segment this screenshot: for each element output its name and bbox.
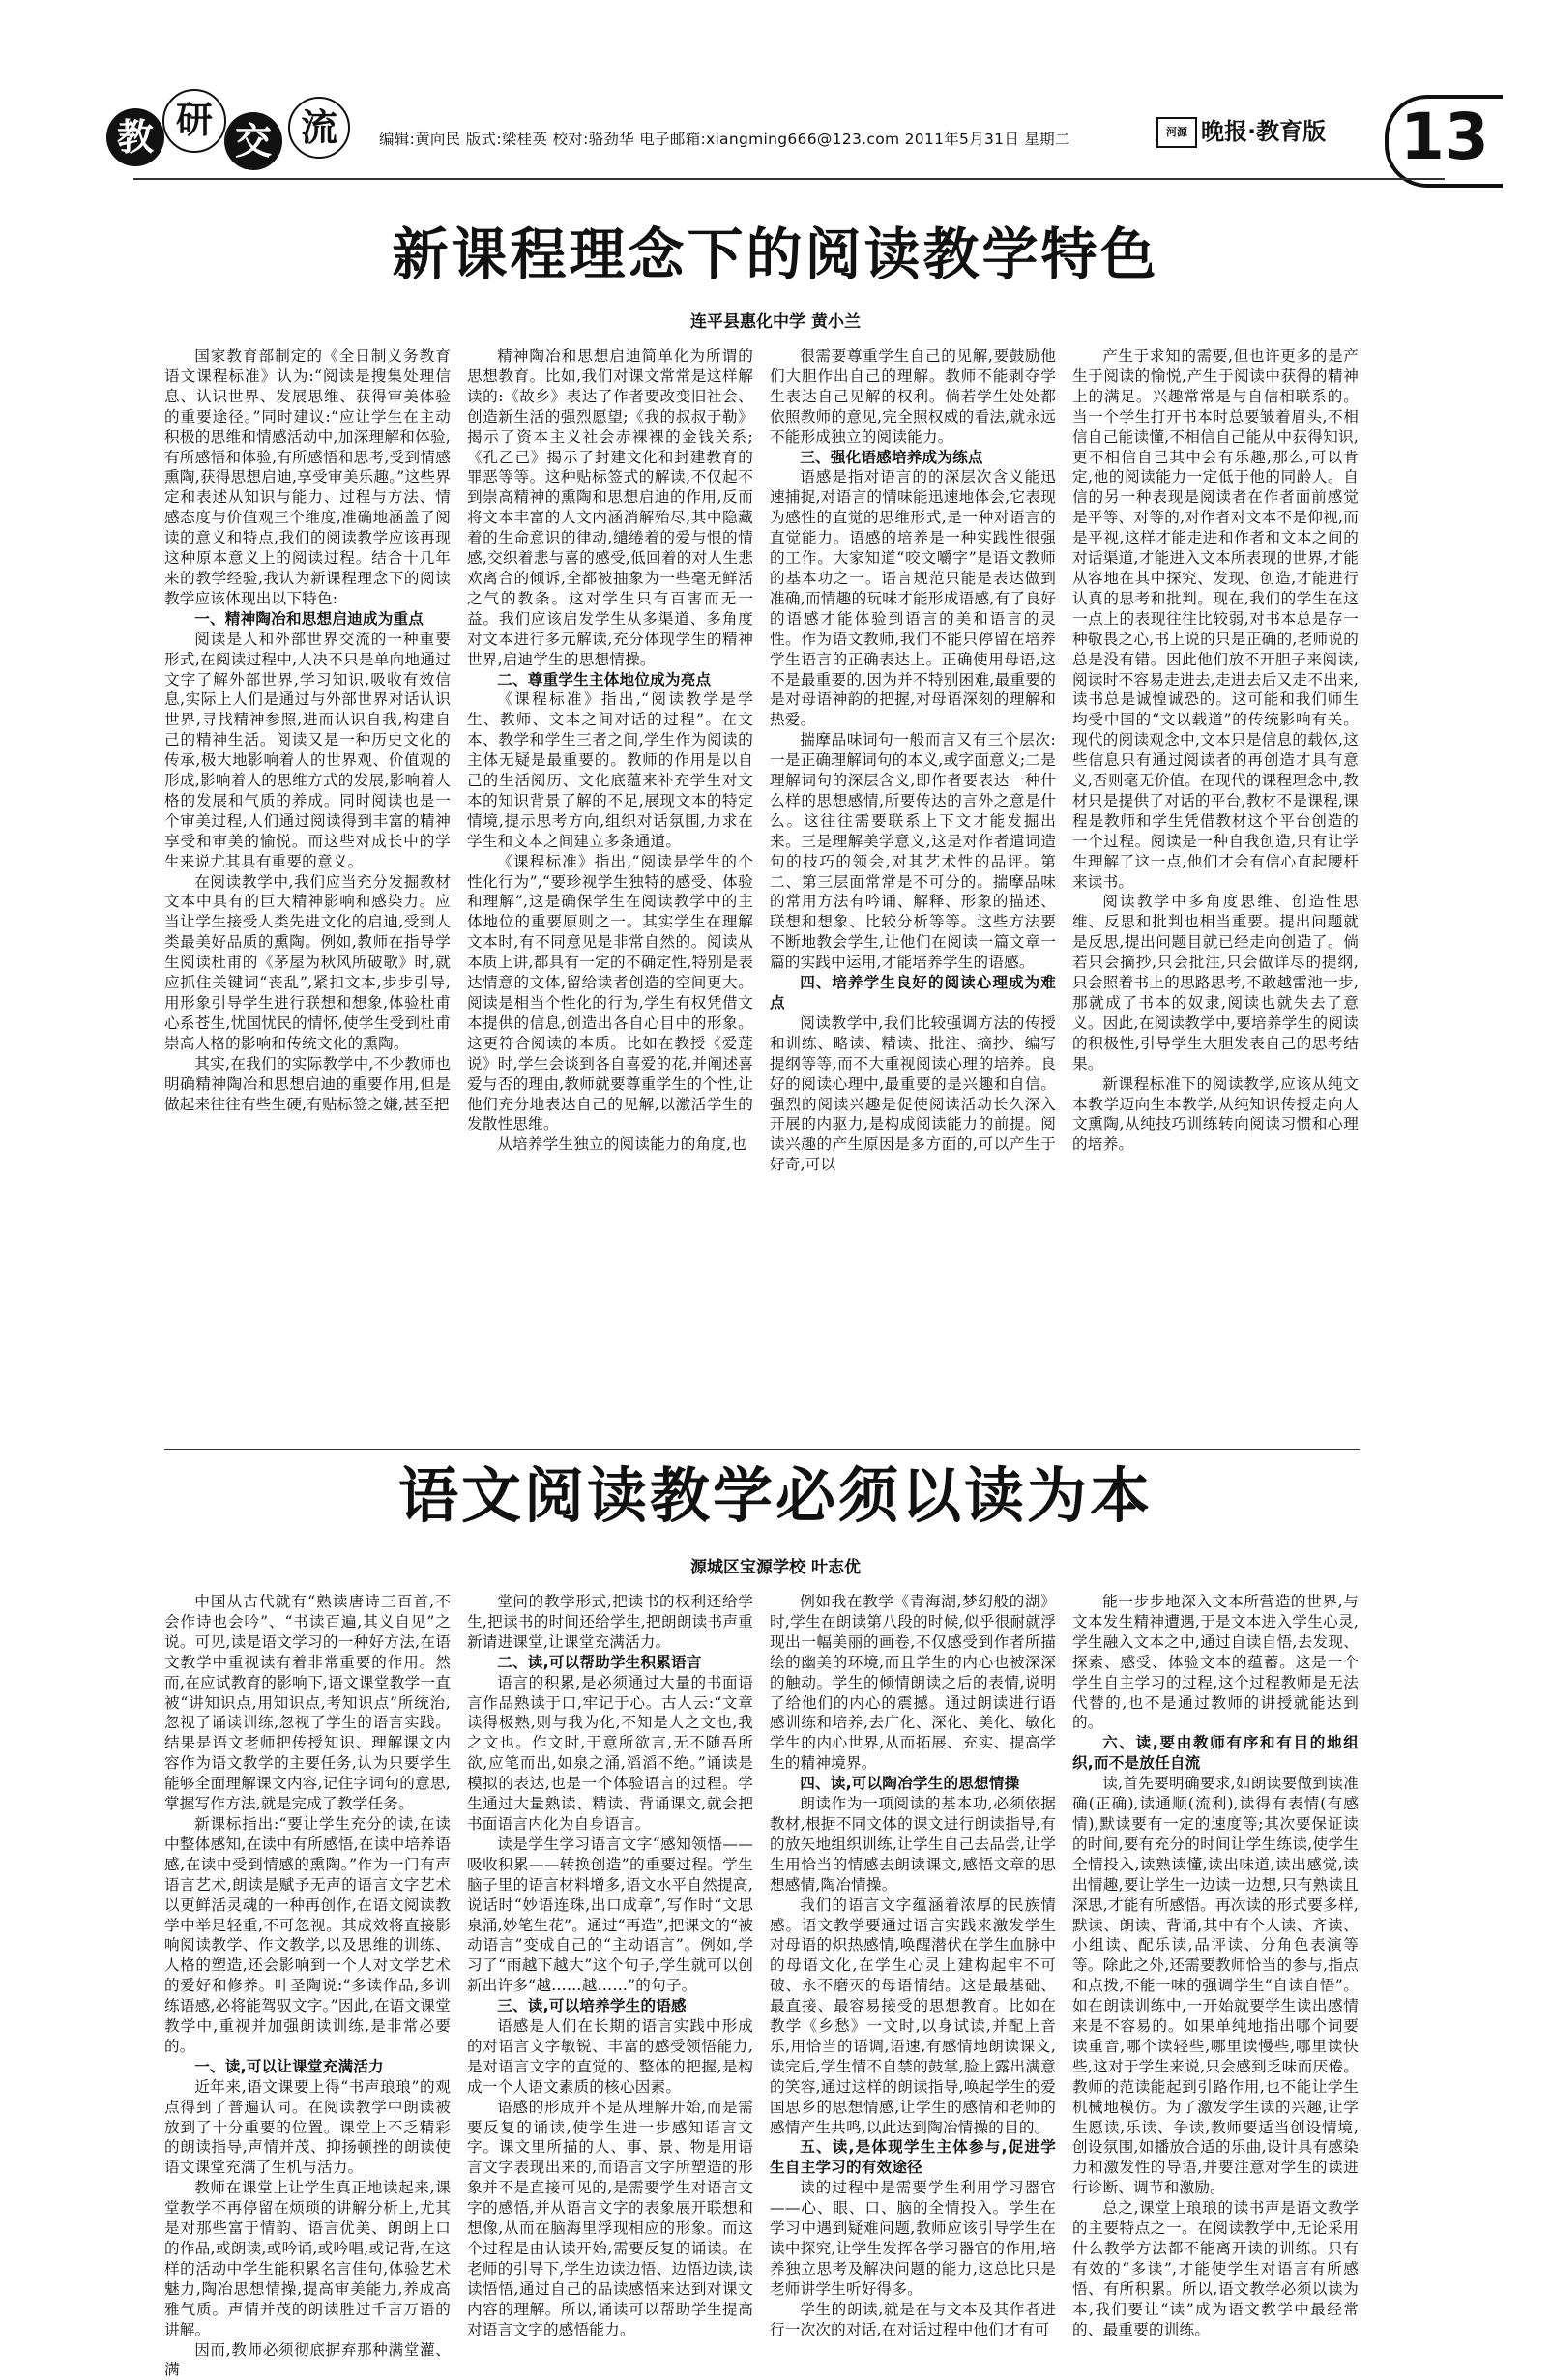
paragraph: 语感的形成并不是从理解开始,而是需要反复的诵读,使学生进一步感知语言文字。课文里所描的人、事、景、物是用语言文字表现出来的,而语言文字所塑造的形象并不是直接可见的,是需要学生对语言文字的感悟,并从语言文字的表象展开联想和想像,从而在脑海里浮现相应的形象。而这个过程是由认读开始,需要反复的诵读。在老师的引导下,学生边读边悟、边悟边读,读读悟悟,通过自己的品读感悟来达到对课文内容的理解。所以,诵读可以帮助学生提高对语言文字的感悟能力。	[467, 2098, 753, 2338]
article2-title: 语文阅读教学必须以读为本	[397, 1460, 1153, 1531]
article-separator	[164, 1449, 1360, 1450]
masthead-char-4: 流	[288, 97, 350, 159]
section-heading: 二、读,可以帮助学生积累语言	[497, 1653, 702, 1671]
paragraph: 中国从古代就有“熟读唐诗三百首,不会作诗也会吟”、“书读百遍,其义自见”之说。可见,读是语文学习的一种好方法,在语文教学中重视读有着非常重要的作用。然而,在应试教育的影响下,语文课堂教学一直被“讲知识点,用知识点,考知识点”所统治,忽视了诵读训练,忽视了学生的语言实践。结果是语文老师把传授知识、理解课文内容作为语文教学的主要任务,认为只要学生能够全面理解课文内容,记住字词句的意思,掌握写作方法,就是完成了教学任务。	[164, 1593, 451, 1813]
paragraph: 《课程标准》指出,“阅读教学是学生、教师、文本之间对话的过程”。在文本、教学和学生三者之间,学生作为阅读的主体无疑是最重要的。教师的作用是以自己的生活阅历、文化底蕴来补充学生对文本的知识背景了解的不足,展现文本的特定情境,提示思考方向,组织对话氛围,力求在学生和文本之间建立多条通道。	[467, 690, 753, 850]
article1-column-4	[1072, 346, 1359, 1439]
brand-mark-icon: 河源	[1156, 117, 1197, 148]
article2-column-1	[164, 1592, 451, 2379]
masthead-char-1: 教	[106, 108, 164, 166]
paragraph: 从培养学生独立的阅读能力的角度,也	[497, 1135, 747, 1154]
masthead-char-3: 交	[224, 112, 282, 170]
section-heading: 四、培养学生良好的阅读心理成为难点	[770, 974, 1056, 1012]
article1-column-1	[164, 346, 451, 1439]
paragraph: 语感是指对语言的的深层次含义能迅速捕捉,对语言的情味能迅速地体会,它表现为感性的直觉的思维形式,是一种对语言的直觉能力。语感的培养是一种实践性很强的工作。大家知道“咬文嚼字”是语文教师的基本功之一。语言规范只能是表达做到准确,而情趣的玩味才能形成语感,有了良好的语感才能体验到语言的美和语言的灵性。作为语文教师,我们不能只停留在培养学生语言的正确表达上。正确使用母语,这不是最重要的,因为并不特别困难,最重要的是对母语神韵的把握,对母语深刻的理解和热爱。	[770, 468, 1056, 729]
masthead-char-2: 研	[162, 89, 226, 153]
article1-title: 新课程理念下的阅读教学特色	[392, 221, 1159, 287]
article1-column-3	[770, 346, 1056, 1439]
section-heading: 一、读,可以让课堂充满活力	[194, 2057, 384, 2075]
paragraph: 读,首先要明确要求,如朗读要做到读准确(正确),读通顺(流利),读得有表情(有感情),默读要有一定的速度等;其次要保证读的时间,要有充分的时间让学生练读,使学生全情投入,读熟读懂,读出味道,读出感觉,读出情趣,要让学生一边读一边想,只有熟读且深思,才能有所感悟。再次读的形式要多样,默读、朗读、背诵,其中有个人读、齐读、小组读、配乐读,品评读、分角色表演等等。除此之外,还需要教师恰当的参与,指点和点拨,不能一味的强调学生“自读自悟”。如在朗读训练中,一开始就要学生读出感情来是不容易的。如果单纯地指出哪个词要读重音,哪个读轻些,哪里读慢些,哪里读快些,这对于学生来说,只会感到乏味而厌倦。教师的范读能起到引路作用,也不能让学生机械地模仿。为了激发学生读的兴趣,让学生愿读,乐读、争读,教师要适当创设情境,创设氛围,如播放合适的乐曲,设计具有感染力和激发性的导语,并要注意对学生的读进行诊断、调节和激励。	[1072, 1775, 1359, 2197]
article1-column-2	[467, 346, 753, 1439]
edition-meta: 编辑:黄向民 版式:梁桂英 校对:骆劲华 电子邮箱:xiangming666@123.com 2011年5月31日 星期二	[379, 131, 1070, 148]
section-heading: 二、尊重学生主体地位成为亮点	[497, 670, 712, 689]
paragraph: 语感是人们在长期的语言实践中形成的对语言文字敏锐、丰富的感受领悟能力,是对语言文字的直觉的、整体的把握,是构成一个人语文素质的核心因素。	[467, 2017, 753, 2096]
brand-name: 晚报·教育版	[1201, 118, 1327, 145]
section-heading: 三、强化语感培养成为练点	[800, 448, 983, 466]
section-heading: 五、读,是体现学生主体参与,促进学生自主学习的有效途径	[770, 2138, 1056, 2177]
paragraph: 近年来,语文课要上得“书声琅琅”的观点得到了普遍认同。在阅读教学中朗读被放到了十分重要的位置。课堂上不乏精彩的朗读指导,声情并茂、抑扬顿挫的朗读使语文课堂充满了生机与活力。	[164, 2077, 451, 2177]
paragraph: 堂问的教学形式,把读书的权利还给学生,把读书的时间还给学生,把朗朗读书声重新请进课堂,让课堂充满活力。	[467, 1593, 753, 1651]
paragraph: 在阅读教学中,我们应当充分发掘教材文本中具有的巨大精神影响和感染力。应当让学生接受人类先进文化的启迪,受到人类最美好品质的熏陶。例如,教师在指导学生阅读杜甫的《茅屋为秋风所破歌》时,就应抓住关键词“丧乱”,紧扣文本,步步引导,用形象引导学生进行联想和想象,体验杜甫心系苍生,忧国忧民的情怀,使学生受到杜甫崇高人格的影响和传统文化的熏陶。	[164, 872, 451, 1052]
paragraph: 读的过程中是需要学生利用学习器官——心、眼、口、脑的全情投入。学生在学习中遇到疑难问题,教师应该引导学生在读中探究,让学生发挥各学习器官的作用,培养独立思考及解决问题的能力,这总比只是老师讲学生听好得多。	[770, 2179, 1056, 2298]
paragraph: 能一步步地深入文本所营造的世界,与文本发生精神遭遇,于是文本进入学生心灵,学生融入文本之中,通过自读自悟,去发现、探索、感受、体验文本的蕴蓄。这是一个学生自主学习的过程,这个过程教师是无法代替的,也不是通过教师的讲授就能达到的。	[1072, 1593, 1359, 1732]
section-heading: 四、读,可以陶冶学生的思想情操	[800, 1775, 1020, 1793]
paragraph: 产生于求知的需要,但也许更多的是产生于阅读的愉悦,产生于阅读中获得的精神上的满足。兴趣常常是与自信相联系的。当一个学生打开书本时总要皱着眉头,不相信自己能读懂,不相信自己能从中获得知识,更不相信自己其中会有乐趣,那么,可以肯定,他的阅读能力一定低于他的同龄人。自信的另一种表现是阅读者在作者面前感觉是平等、对等的,对作者对文本不是仰视,而是平视,这样才能走进和作者和文本之间的对话渠道,才能进入文本所表现的世界,才能从容地在其中探究、发现、创造,才能进行认真的思考和批判。现在,我们的学生在这一点上的表现往往比较弱,对书本总是存一种敬畏之心,书上说的只是正确的,老师说的总是没有错。因此他们放不开胆子来阅读,阅读时不容易走进去,走进去后又走不出来,读书总是诚惶诚恐的。这可能和我们师生均受中国的“文以载道”的传统影响有关。现代的阅读观念中,文本只是信息的载体,这些信息只有通过阅读者的再创造才具有意义,否则毫无价值。在现代的课程理念中,教材只是提供了对话的平台,教材不是课程,课程是教师和学生凭借教材这个平台创造的一个过程。阅读是一种自我创造,只有让学生理解了这一点,他们才会有信心直起腰杆来读书。	[1072, 347, 1359, 891]
page-number: 13	[1400, 100, 1489, 174]
paragraph: 阅读是人和外部世界交流的一种重要形式,在阅读过程中,人决不只是单向地通过文字了解外部世界,学习知识,吸收有效信息,实际上人们是通过与外部世界对话认识世界,寻找精神参照,进而认识自我,构建自己的精神生活。阅读又是一种历史文化的传承,极大地影响着人的世界观、价值观的形成,影响着人的思维方式的发展,影响着人格的发展和气质的养成。同时阅读也是一个审美过程,人们通过阅读得到丰富的精神享受和审美的愉悦。而这些对成长中的学生来说尤其具有重要的意义。	[164, 630, 451, 870]
article2-column-4	[1072, 1592, 1359, 2338]
paragraph: 很需要尊重学生自己的见解,要鼓励他们大胆作出自己的理解。教师不能剥夺学生表达自己见解的权利。倘若学生处处都依照教师的意见,完全照权威的看法,就永远不能形成独立的阅读能力。	[770, 347, 1056, 446]
section-heading: 一、精神陶冶和思想启迪成为重点	[194, 609, 424, 628]
paragraph: 精神陶冶和思想启迪简单化为所谓的思想教育。比如,我们对课文常常是这样解读的:《故乡》表达了作者要改变旧社会、创造新生活的强烈愿望;《我的叔叔于勒》揭示了资本主义社会赤裸裸的金钱关系;《孔乙己》揭示了封建文化和封建教育的罪恶等等。这种贴标签式的解读,不仅起不到崇高精神的熏陶和思想启迪的作用,反而将文本丰富的人文内涵消解殆尽,其中隐藏着的生命意识的律动,缱绻着的爱与恨的情感,交织着悲与喜的感受,低回着的对人生悲欢离合的倾诉,全都被抽象为一些毫无鲜活之气的教条。这对学生只有百害而无一益。我们应该启发学生从多渠道、多角度对文本进行多元解读,充分体现学生的精神世界,启迪学生的思想情操。	[467, 347, 753, 668]
newspaper-brand	[1156, 112, 1326, 148]
paragraph: 我们的语言文字蕴涵着浓厚的民族情感。语文教学要通过语言实践来激发学生对母语的炽热感情,唤醒潜伏在学生血脉中的母语文化,在学生心灵上建构起牢不可破、永不磨灭的母语情结。这是最基础、最直接、最容易接受的思想教育。比如在教学《乡愁》一文时,以身试读,并配上音乐,用恰当的语调,语速,有感情地朗读课文,读完后,学生情不自禁的鼓掌,脸上露出满意的笑容,通过这样的朗读指导,唤起学生的爱国思乡的思想情感,让学生的感情和老师的感情产生共鸣,以此达到陶冶情操的目的。	[770, 1895, 1056, 2136]
section-heading: 三、读,可以培养学生的语感	[497, 1997, 687, 2015]
paragraph: 教师在课堂上让学生真正地读起来,课堂教学不再停留在烦琐的讲解分析上,尤其是对那些富于情韵、语言优美、朗朗上口的作品,或朗读,或吟诵,或吟唱,或记背,在这样的活动中学生能积累名言佳句,体验艺术魅力,陶冶思想情操,提高审美能力,养成高雅气质。声情并茂的朗读胜过千言万语的讲解。	[164, 2179, 451, 2338]
article2-column-3	[770, 1592, 1056, 2338]
paragraph: 揣摩品味词句一般而言又有三个层次:一是正确理解词句的本义,或字面意义;二是理解词句的深层含义,即作者要表达一种什么样的思想感情,所要传达的言外之意是什么。这往往需要联系上下文才能发掘出来。三是理解美学意义,这是对作者遣词造句的技巧的领会,对其艺术性的品评。第二、第三层面常常是不可分的。揣摩品味的常用方法有吟诵、解释、形象的描述、联想和想象、比较分析等等。这些方法要不断地教会学生,让他们在阅读一篇文章一篇的实践中运用,才能培养学生的语感。	[770, 731, 1056, 972]
paragraph: 新课标指出:“要让学生充分的读,在读中整体感知,在读中有所感悟,在读中培养语感,在读中受到情感的熏陶。”作为一门有声语言艺术,朗读是赋予无声的语言文字艺术以更鲜活灵魂的一种再创作,在语文阅读教学中举足轻重,不可忽视。其成效将直接影响阅读教学、作文教学,以及思维的训练、人格的塑造,还会影响到一个人对文学艺术的爱好和修养。叶圣陶说:“多读作品,多训练语感,必将能驾驭文字。”因此,在语文课堂教学中,重视并加强朗读训练,是非常必要的。	[164, 1814, 451, 2055]
paragraph: 总之,课堂上琅琅的读书声是语文教学的主要特点之一。在阅读教学中,无论采用什么教学方法都不能离开读的训练。只有有效的“多读”,才能使学生对语言有所感悟、有所积累。所以,语文教学必须以读为本,我们要让“读”成为语文教学中最经常的、最重要的训练。	[1072, 2199, 1359, 2338]
paragraph: 语言的积累,是必须通过大量的书面语言作品熟读于口,牢记于心。古人云:“文章读得极熟,则与我为化,不知是人之文也,我之文也。作文时,于意所欲言,无不随吾所欲,应笔而出,如泉之涌,滔滔不绝。”诵读是模拟的表达,也是一个体验语言的过程。学生通过大量熟读、精读、背诵课文,就会把书面语言内化为自身语言。	[467, 1673, 753, 1833]
header-rule	[133, 178, 1445, 180]
paragraph: 学生的朗读,就是在与文本及其作者进行一次次的对话,在对话过程中他们才有可	[770, 2300, 1056, 2338]
paragraph: 国家教育部制定的《全日制义务教育语文课程标准》认为:“阅读是搜集处理信息、认识世界、发展思维、获得审美体验的重要途径。”同时建议:“应让学生在主动积极的思维和情感活动中,加深理解和体验,有所感悟和体验,有所感悟和思考,受到情感熏陶,获得思想启迪,享受审美乐趣。”这些界定和表述从知识与能力、过程与方法、情感态度与价值观三个维度,准确地涵盖了阅读的意义和特点,我们的阅读教学应该再现这种原本意义上的阅读过程。结合十几年来的教学经验,我认为新课程理念下的阅读教学应该体现出以下特色:	[164, 347, 451, 607]
paragraph: 朗读作为一项阅读的基本功,必须依据教材,根据不同文体的课文进行朗读指导,有的放矢地组织训练,让学生自己去品尝,让学生用恰当的情感去朗读课文,感悟文章的思想感情,陶冶情操。	[770, 1795, 1056, 1894]
section-heading: 六、读,要由教师有序和有目的地组织,而不是放任自流	[1072, 1734, 1359, 1773]
paragraph: 因而,教师必须彻底摒弃那种满堂灌、满	[164, 2340, 451, 2379]
article2-column-2	[467, 1592, 753, 2338]
paragraph: 读是学生学习语言文字“感知领悟——吸收积累——转换创造”的重要过程。学生脑子里的语言材料增多,语文水平自然提高,说话时“妙语连珠,出口成章”,写作时“文思泉涌,妙笔生花”。通过“再造”,把课文的“被动语言”变成自己的“主动语言”。例如,学习了“雨越下越大”这个句子,学生就可以创新出许多“越……越……”的句子。	[467, 1835, 753, 1995]
article1-byline: 连平县惠化中学 黄小兰	[690, 312, 861, 332]
article2-byline: 源城区宝源学校 叶志优	[690, 1558, 861, 1577]
paragraph: 新课程标准下的阅读教学,应该从纯文本教学迈向生本教学,从纯知识传授走向人文熏陶,从纯技巧训练转向阅读习惯和心理的培养。	[1072, 1074, 1359, 1154]
paragraph: 《课程标准》指出,“阅读是学生的个性化行为”,“要珍视学生独特的感受、体验和理解”,这是确保学生在阅读教学中的主体地位的重要原则之一。其实学生在理解文本时,有不同意见是非常自然的。阅读从本质上讲,都具有一定的不确定性,特别是表达情意的文体,留给读者创造的空间更大。阅读是相当个性化的行为,学生有权凭借文本提供的信息,创造出各自心目中的形象。这更符合阅读的本质。比如在教授《爱莲说》时,学生会谈到各自喜爱的花,并阐述喜爱与否的理由,教师就要尊重学生的个性,让他们充分地表达自己的见解,以激活学生的发散性思维。	[467, 852, 753, 1133]
paragraph: 例如我在教学《青海湖,梦幻般的湖》时,学生在朗读第八段的时候,似乎很耐就浮现出一幅美丽的画卷,不仅感受到作者所描绘的幽美的环境,而且学生的内心也被深深的触动。学生的倾情朗读之后的表情,说明了给他们的内心的震撼。通过朗读进行语感训练和培养,去广化、深化、美化、敏化学生的内心世界,从而拓展、充实、提高学生的精神境界。	[770, 1593, 1056, 1773]
paragraph: 阅读教学中,我们比较强调方法的传授和训练、略读、精读、批注、摘抄、编写提纲等等,而不大重视阅读心理的培养。良好的阅读心理中,最重要的是兴趣和自信。强烈的阅读兴趣是促使阅读活动长久深入开展的内驱力,是构成阅读能力的前提。阅读兴趣的产生原因是多方面的,可以产生于好奇,可以	[770, 1014, 1056, 1174]
paragraph: 阅读教学中多角度思维、创造性思维、反思和批判也相当重要。提出问题就是反思,提出问题目就已经走向创造了。倘若只会摘抄,只会批注,只会做详尽的提纲,只会照着书上的思路思考,不敢越雷池一步,那就成了书本的奴隶,阅读也就失去了意义。因此,在阅读教学中,要培养学生的阅读的积极性,引导学生大胆发表自己的思考结果。	[1072, 893, 1359, 1072]
paragraph: 其实,在我们的实际教学中,不少教师也明确精神陶冶和思想启迪的重要作用,但是做起来往往有些生硬,有贴标签之嫌,甚至把	[164, 1054, 451, 1113]
